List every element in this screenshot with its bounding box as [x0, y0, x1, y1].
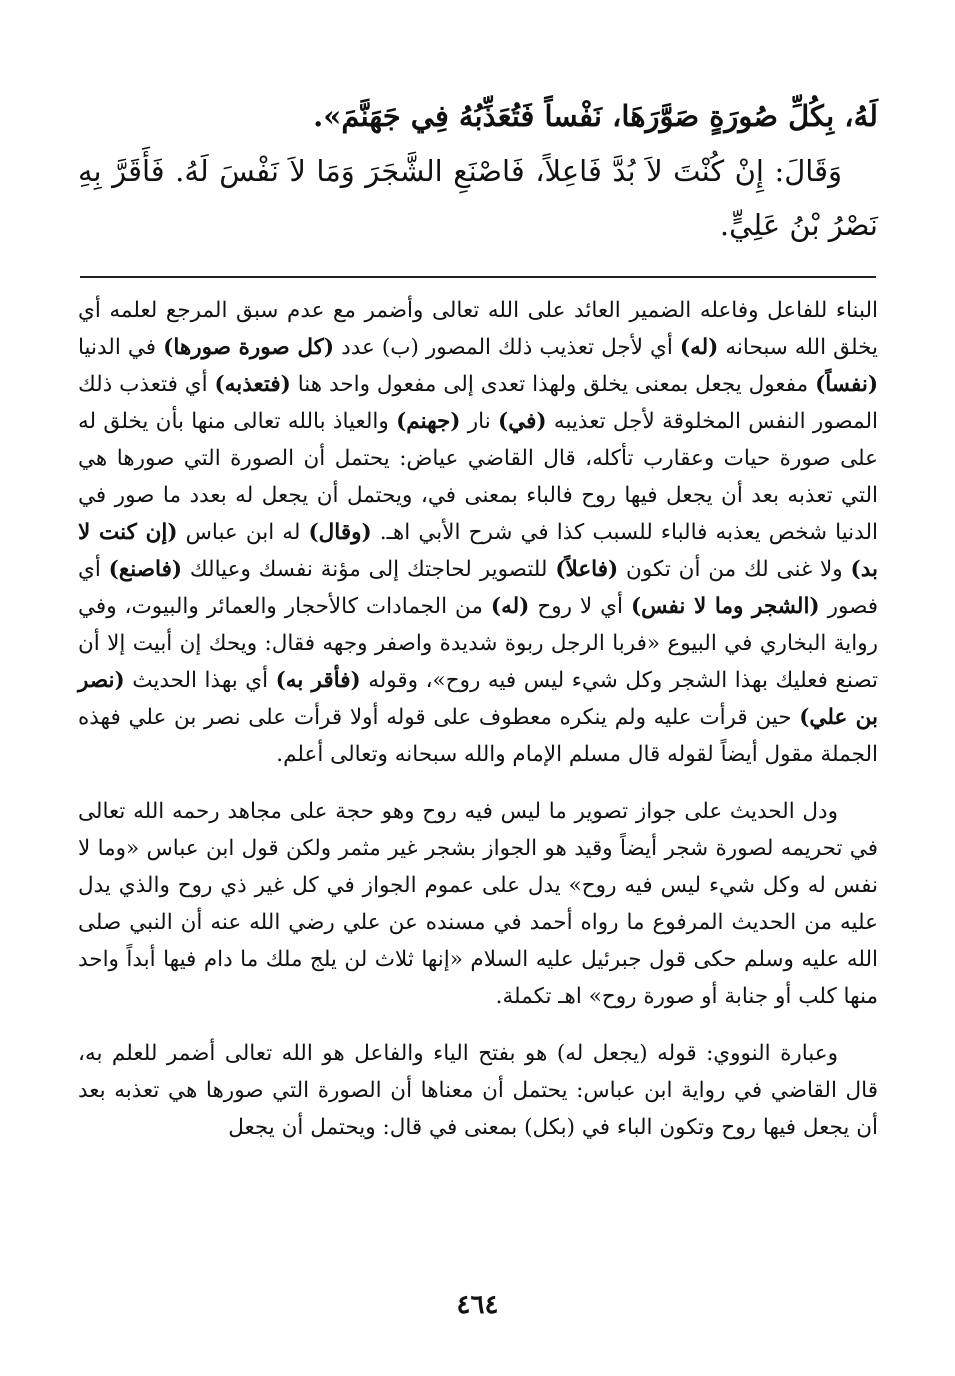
commentary-paragraph-3: وعبارة النووي: قوله (يجعل له) هو بفتح الياء والفاعل هو الله تعالى أضمر للعلم به، قال القاضي في رواية ابن عباس: يحتمل أن معناها أن الصورة التي صورها هي تعذبه بعد أن يجعل فيها روح وتكون الباء في (بكل) بمعنى في قال: ويحتمل أن يجعل: [78, 1041, 878, 1140]
text-run: أي فصور: [78, 557, 878, 619]
commentary-block: [78, 292, 878, 1166]
quoted-phrase: (إن كنت لا بد): [78, 520, 878, 582]
text-run: أي لا روح: [529, 594, 631, 619]
text-run: والعياذ بالله تعالى منها بأن يخلق له على صورة حيات وعقارب تأكله، قال القاضي عياض: يحتمل أن الصورة التي صورها هي التي تعذبه بعد أن يجعل فيها روح فالباء بمعنى في، ويحتمل أن يجعل له بعدد ما صور في الدنيا شخص يعذبه فالباء للسبب كذا في شرح الأبي اهـ.: [78, 409, 878, 545]
commentary-paragraph-1: [78, 292, 878, 773]
text-run: في الدنيا: [78, 335, 164, 360]
quoted-phrase: (وقال): [308, 520, 372, 545]
quoted-phrase: (فأقر به): [275, 668, 361, 693]
quoted-phrase: (في): [498, 409, 547, 434]
text-run: البناء للفاعل وفاعله الضمير العائد على الله تعالى وأضمر مع عدم سبق المرجع لعلمه أي يخلق الله سبحانه: [78, 298, 879, 360]
quoted-phrase: (له): [679, 335, 719, 360]
quoted-phrase: (نفساً): [815, 372, 878, 397]
text-run: نار: [460, 409, 499, 434]
quoted-phrase: (له): [490, 594, 530, 619]
page-number: ٤٦٤: [456, 1290, 499, 1320]
hadith-line-1: لَهُ، بِكُلِّ صُورَةٍ صَوَّرَهَا، نَفْساً فَتُعَذِّبُهُ فِي جَهَنَّمَ».: [313, 99, 878, 133]
footnote-divider: [80, 276, 876, 278]
commentary-paragraph-2: ودل الحديث على جواز تصوير ما ليس فيه روح وهو حجة على مجاهد رحمه الله تعالى في تحريمه لصورة شجر أيضاً وقيد هو الجواز بشجر غير مثمر ولكن قول ابن عباس «وما لا نفس له وكل شيء ليس فيه روح» يدل على عموم الجواز في كل غير ذي روح والذي يدل عليه من الحديث المرفوع ما رواه أحمد في مسنده عن علي رضي الله عنه أن النبي صلى الله عليه وسلم حكى قول جبرئيل عليه السلام «إنها ثلاث لن يلج ملك ما دام فيها أبداً واحد منها كلب أو جنابة أو صورة روح» اهـ تكملة.: [78, 799, 878, 1009]
quoted-phrase: (الشجر وما لا نفس): [630, 594, 820, 619]
text-run: ولا غنى لك من أن تكون: [618, 557, 851, 582]
quoted-phrase: (كل صورة صورها): [163, 335, 335, 360]
quoted-phrase: (فاصنع): [108, 557, 183, 582]
text-run: للتصوير لحاجتك إلى مؤنة نفسك وعيالك: [182, 557, 556, 582]
hadith-block: [78, 88, 878, 252]
text-run: له ابن عباس: [177, 520, 309, 545]
quoted-phrase: (جهنم): [396, 409, 461, 434]
quoted-phrase: (فاعلاً): [555, 557, 619, 582]
text-run: من الجمادات كالأحجار والعمائر والبيوت، وفي رواية البخاري في البيوع «فربا الرجل ربوة شديدة واصفر وجهه فقال: ويحك إن أبيت إلا أن تصنع فعليك بهذا الشجر وكل شيء ليس فيه روح»، وقوله: [78, 594, 878, 693]
hadith-line-2: وَقَالَ: إِنْ كُنْتَ لاَ بُدَّ فَاعِلاً، فَاصْنَعِ الشَّجَرَ وَمَا لاَ نَفْسَ لَهُ. فَأَقَرَّ بِهِ نَصْرُ بْنُ عَلِيٍّ.: [78, 154, 878, 242]
text-run: مفعول يجعل بمعنى يخلق ولهذا تعدى إلى مفعول واحد هنا: [290, 372, 816, 397]
text-run: أي لأجل تعذيب ذلك المصور (ب) عدد: [334, 335, 680, 360]
text-run: أي بهذا الحديث: [124, 668, 276, 693]
text-run: أي فتعذب ذلك المصور النفس المخلوقة لأجل تعذيبه: [78, 372, 878, 434]
quoted-phrase: (نصر بن علي): [78, 668, 878, 730]
text-run: حين قرأت عليه ولم ينكره معطوف على قوله أولا قرأت على نصر بن علي فهذه الجملة مقول أيضاً لقوله قال مسلم الإمام والله سبحانه وتعالى أعلم.: [78, 705, 878, 767]
quoted-phrase: (فتعذبه): [214, 372, 291, 397]
